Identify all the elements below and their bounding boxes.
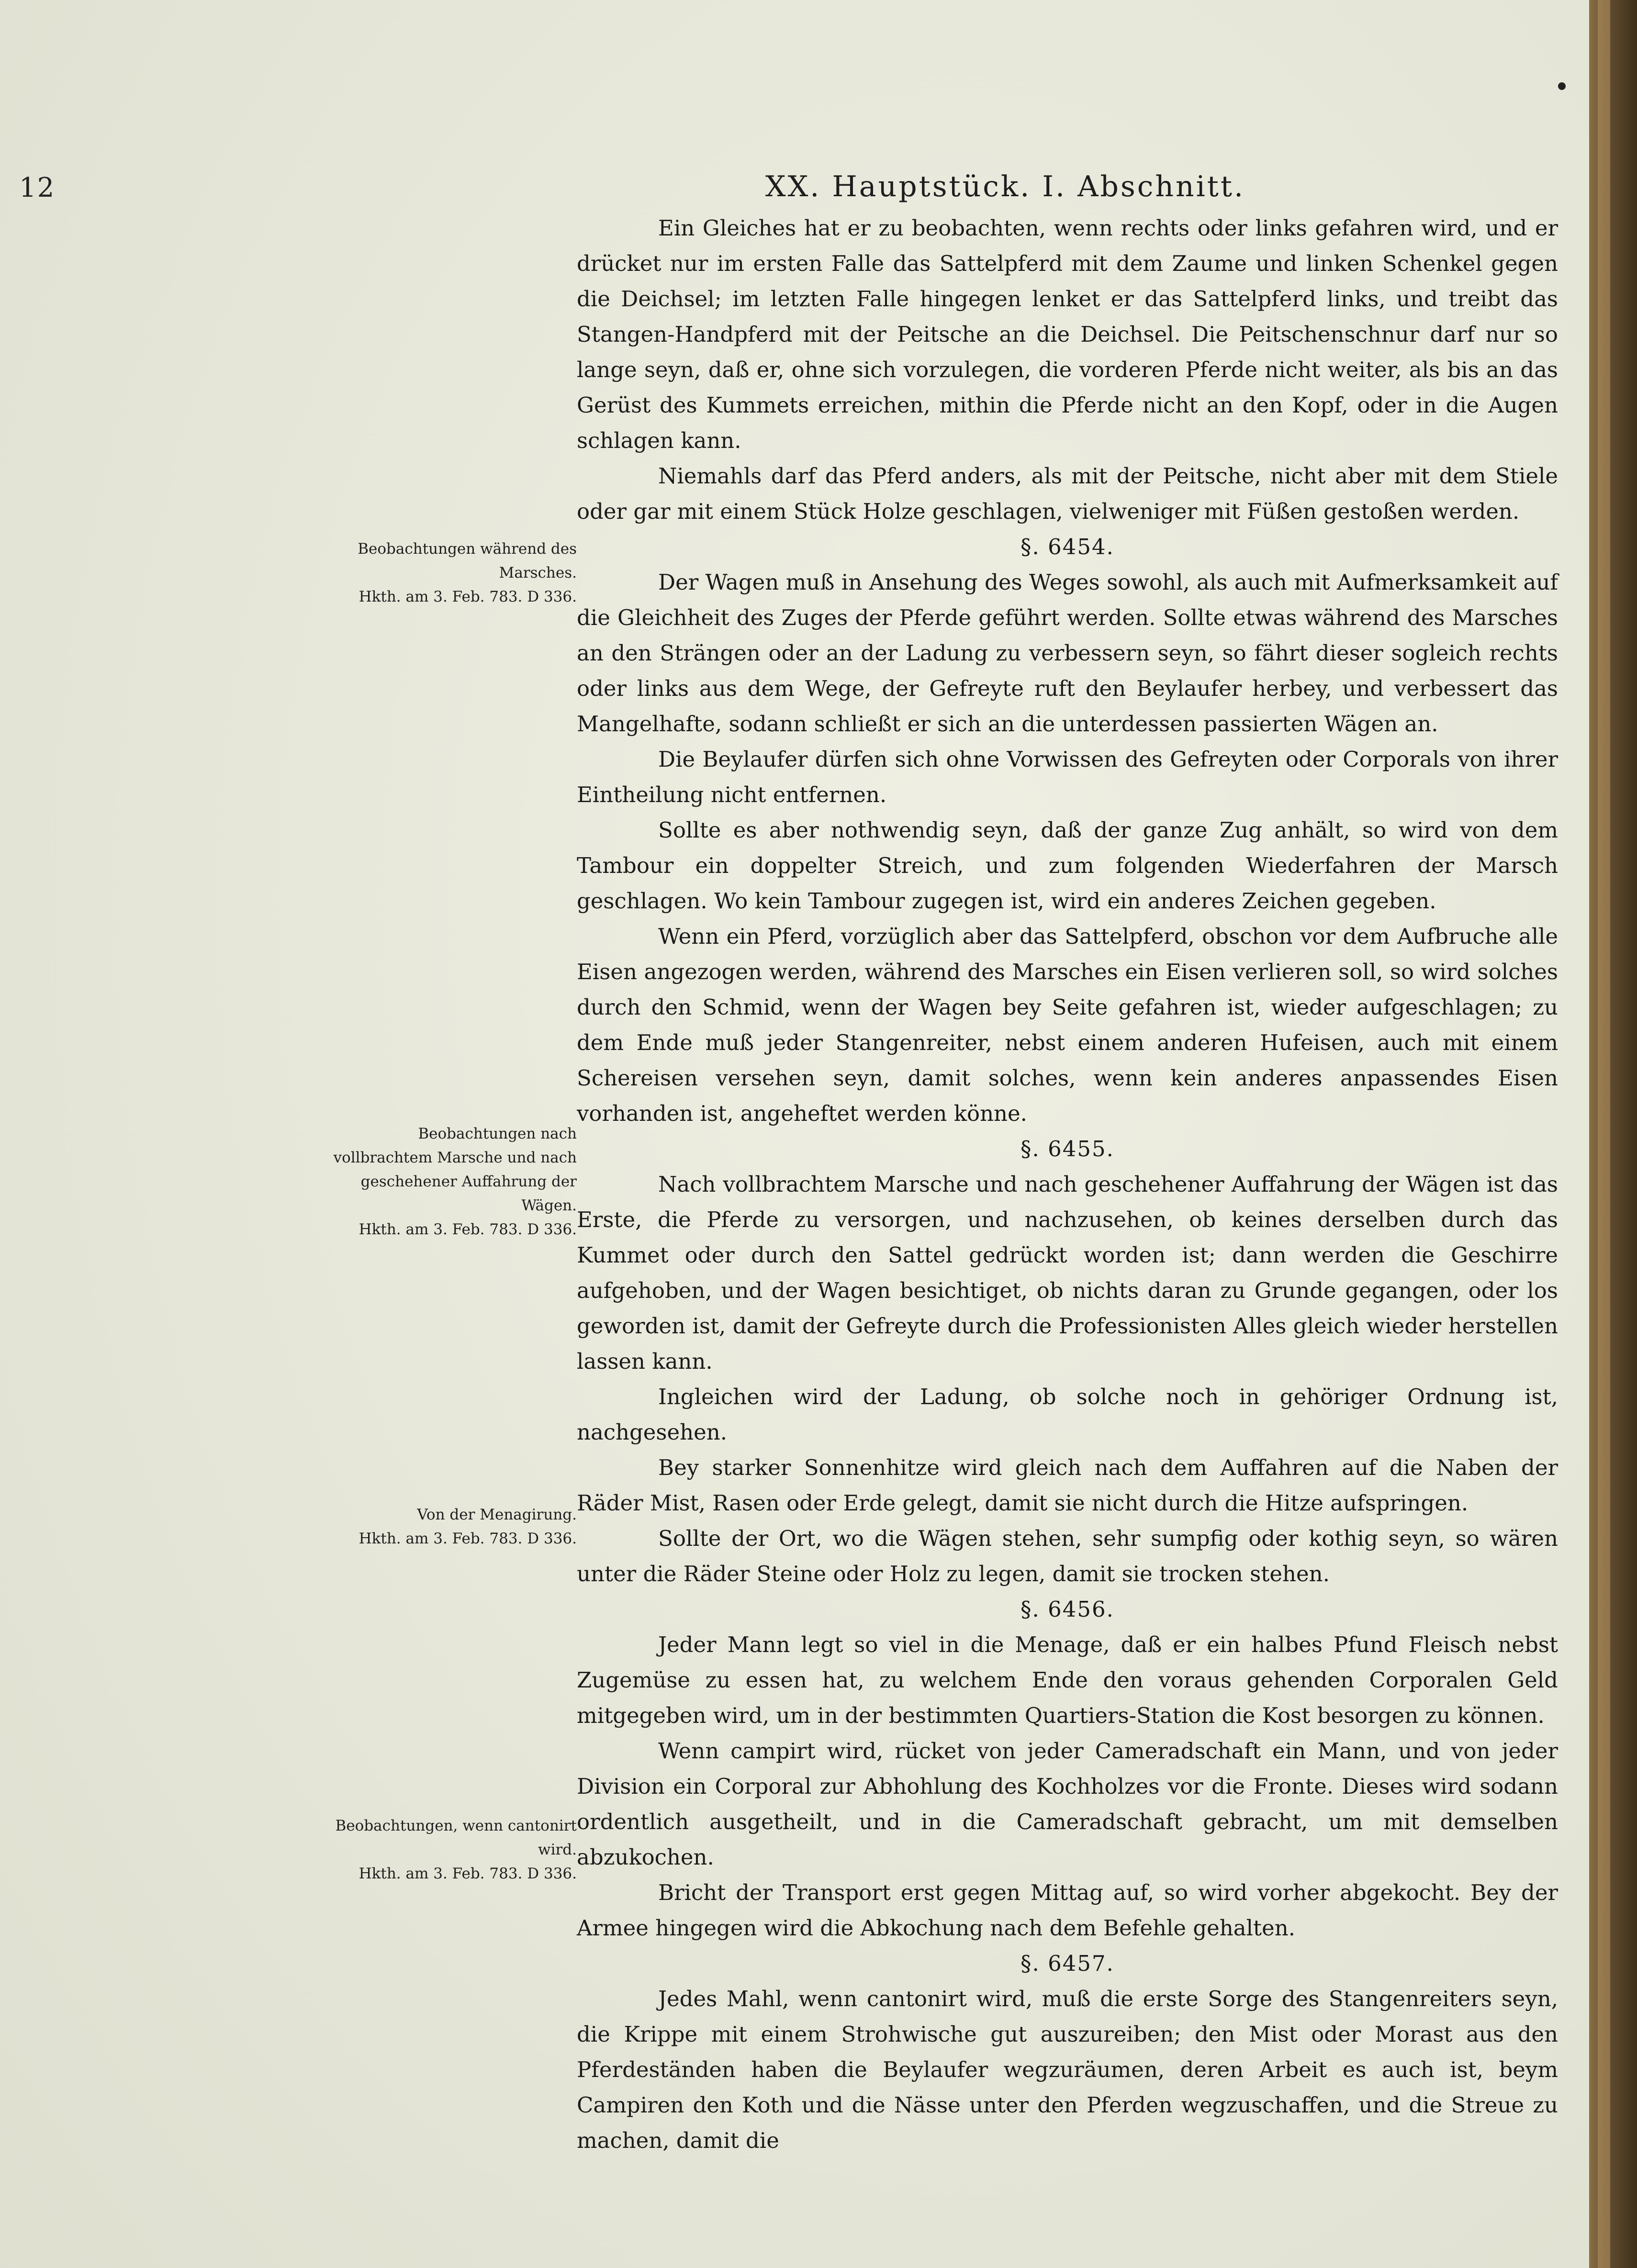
book-binding-edge (1589, 0, 1637, 2268)
paragraph: Wenn ein Pferd, vorzüglich aber das Sattelpferd, obschon vor dem Aufbruche alle Eisen angezogen werden, während des Marsches ein Eisen verlieren soll, so wird solches durch den Schmid, wenn der Wagen bey Seite gefahren ist, wieder aufgeschlagen; zu dem Ende muß jeder Stangenreiter, nebst einem anderen Hufeisen, auch mit einem Schereisen versehen seyn, damit solches, wenn kein anderes anpassendes Eisen vorhanden ist, angeheftet werden könne. (577, 924, 1558, 1126)
sidenote-title: Beobachtungen, wenn cantonirt wird. (335, 1817, 577, 1858)
page-number: 12 (19, 172, 56, 203)
section-number: §. 6456. (1020, 1597, 1114, 1622)
section-number: §. 6457. (1020, 1951, 1114, 1976)
paragraph: Der Wagen muß in Ansehung des Weges sowohl, als auch mit Aufmerksamkeit auf die Gleichheit des Zuges der Pferde geführt werden. Sollte etwas während des Marsches an den Strängen oder an der Ladung zu verbessern seyn, so fährt dieser sogleich rechts oder links aus dem Wege, der Gefreyte ruft den Beylaufer herbey, und verbessert das Mangelhafte, sodann schließt er sich an die unterdessen passierten Wägen an. (577, 570, 1558, 737)
running-head: XX. Hauptstück. I. Abschnitt. (765, 170, 1245, 203)
paragraph: Sollte der Ort, wo die Wägen stehen, sehr sumpfig oder kothig seyn, so wären unter die Räder Steine oder Holz zu legen, damit sie trocken stehen. (577, 1526, 1558, 1586)
sidenote-reference: Hkth. am 3. Feb. 783. D 336. (359, 588, 577, 605)
sidenote-reference: Hkth. am 3. Feb. 783. D 336. (359, 1530, 577, 1547)
sidenote-marsch (316, 537, 577, 609)
section-number: §. 6455. (1020, 1136, 1114, 1162)
sidenote-reference: Hkth. am 3. Feb. 783. D 336. (359, 1221, 577, 1238)
section-number: §. 6454. (1020, 534, 1114, 559)
paragraph: Nach vollbrachtem Marsche und nach geschehener Auffahrung der Wägen ist das Erste, die Pferde zu versorgen, und nachzusehen, ob keines derselben durch das Kummet oder durch den Sattel gedrückt worden ist; dann werden die Geschirre aufgehoben, und der Wagen besichtiget, ob nichts daran zu Grunde gegangen, oder los geworden ist, damit der Gefreyte durch die Professionisten Alles gleich wieder herstellen lassen kann. (577, 1172, 1558, 1374)
sidenote-title: Von der Menagirung. (417, 1506, 577, 1523)
sidenote-menagirung (316, 1503, 577, 1551)
sidenote-reference: Hkth. am 3. Feb. 783. D 336. (359, 1865, 577, 1882)
binding-strip (1598, 0, 1610, 2268)
paragraph: Sollte es aber nothwendig seyn, daß der ganze Zug anhält, so wird von dem Tambour ein doppelter Streich, und zum folgenden Wiederfahren der Marsch geschlagen. Wo kein Tambour zugegen ist, wird ein anderes Zeichen gegeben. (577, 817, 1558, 914)
paragraph: Ein Gleiches hat er zu beobachten, wenn rechts oder links gefahren wird, und er drücket nur im ersten Falle das Sattelpferd mit dem Zaume und linken Schenkel gegen die Deichsel; im letzten Falle hingegen lenket er das Sattelpferd links, und treibt das Stangen-Handpferd mit der Peitsche an die Deichsel. Die Peitschenschnur darf nur so lange seyn, daß er, ohne sich vorzulegen, die vorderen Pferde nicht weiter, als bis an das Gerüst des Kummets erreichen, mithin die Pferde nicht an den Kopf, oder in die Augen schlagen kann. (577, 215, 1558, 453)
sidenote-title: Beobachtungen während des Marsches. (358, 540, 577, 581)
body-text (577, 211, 1558, 2158)
paragraph: Wenn campirt wird, rücket von jeder Cameradschaft ein Mann, und von jeder Division ein Corporal zur Abhohlung des Kochholzes vor die Fronte. Dieses wird sodann ordentlich ausgetheilt, und in die Cameradschaft gebracht, um mit demselben abzukochen. (577, 1738, 1558, 1870)
sidenote-cantonirung (316, 1814, 577, 1886)
sidenote-title: Beobachtungen nach vollbrachtem Marsche und nach geschehener Auffahrung der Wägen. (333, 1125, 577, 1214)
paragraph: Jeder Mann legt so viel in die Menage, daß er ein halbes Pfund Fleisch nebst Zugemüse zu essen hat, zu welchem Ende den voraus gehenden Corporalen Geld mitgegeben wird, um in der bestimmten Quartiers-Station die Kost besorgen zu können. (577, 1632, 1558, 1728)
paragraph: Bricht der Transport erst gegen Mittag auf, so wird vorher abgekocht. Bey der Armee hingegen wird die Abkochung nach dem Befehle gehalten. (577, 1880, 1558, 1941)
paragraph: Jedes Mahl, wenn cantonirt wird, muß die erste Sorge des Stangenreiters seyn, die Krippe mit einem Strohwische gut auszureiben; den Mist oder Morast aus den Pferdeständen haben die Beylaufer wegzuräumen, deren Arbeit es auch ist, beym Campiren den Koth und die Nässe unter den Pferden wegzuschaffen, und die Streue zu machen, damit die (577, 1986, 1558, 2153)
paragraph: Bey starker Sonnenhitze wird gleich nach dem Auffahren auf die Naben der Räder Mist, Rasen oder Erde gelegt, damit sie nicht durch die Hitze aufspringen. (577, 1455, 1558, 1516)
paragraph: Ingleichen wird der Ladung, ob solche noch in gehöriger Ordnung ist, nachgesehen. (577, 1384, 1558, 1445)
ink-dot (1558, 82, 1566, 90)
sidenote-auffahrung (316, 1122, 577, 1241)
paragraph: Die Beylaufer dürfen sich ohne Vorwissen des Gefreyten oder Corporals von ihrer Eintheilung nicht entfernen. (577, 747, 1558, 807)
paragraph: Niemahls darf das Pferd anders, als mit der Peitsche, nicht aber mit dem Stiele oder gar mit einem Stück Holze geschlagen, vielweniger mit Füßen gestoßen werden. (577, 463, 1558, 524)
